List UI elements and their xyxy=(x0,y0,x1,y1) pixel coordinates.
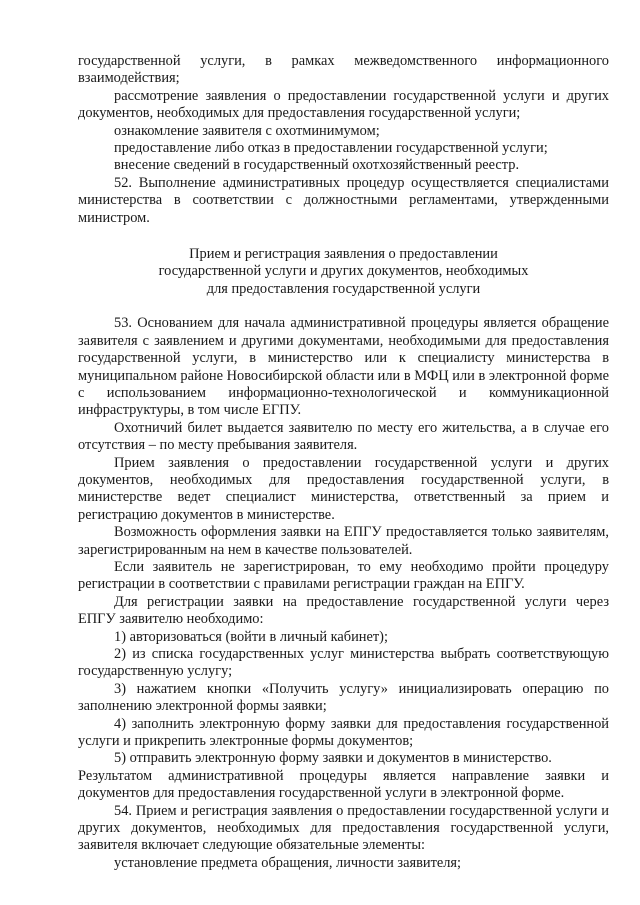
paragraph: установление предмета обращения, личности заявителя; xyxy=(114,854,462,871)
paragraph: Охотничий билет выдается заявителю по месту его жительства, а в случае его отсутствия – по месту пребывания заявителя. xyxy=(78,419,609,454)
paragraph: Для регистрации заявки на предоставление государственной услуги через ЕПГУ заявителю необходимо: xyxy=(78,593,609,628)
paragraph: 53. Основанием для начала административной процедуры является обращение заявителя с заявлением и другими документами, необходимыми для предоставления государственной услуги, в министерство или к специалисту министерства в муниципальном районе Новосибирской области или в МФЦ или в электронной форме с использованием информационно-технологической и коммуникационной инфраструктуры, в том числе ЕГПУ. xyxy=(78,315,609,419)
heading-line: государственной услуги и других документов, необходимых xyxy=(158,263,529,280)
paragraph: 54. Прием и регистрация заявления о предоставлении государственной услуги и других документов, необходимых для предоставления государственной услуги, заявителя включает следующие обязательные элементы: xyxy=(78,802,609,854)
list-item: 3) нажатием кнопки «Получить услугу» инициализировать операцию по заполнению электронной формы заявки; xyxy=(78,680,609,715)
paragraph: Результатом административной процедуры является направление заявки и документов для предоставления государственной услуги в электронной форме. xyxy=(78,767,609,802)
heading-line: для предоставления государственной услуги xyxy=(206,280,481,297)
list-item: 1) авторизоваться (войти в личный кабинет); xyxy=(114,628,388,645)
list-item: 5) отправить электронную форму заявки и документов в министерство. xyxy=(114,750,552,767)
paragraph: Возможность оформления заявки на ЕПГУ предоставляется только заявителям, зарегистрированным на нем в качестве пользователей. xyxy=(78,524,609,558)
paragraph: 52. Выполнение административных процедур осуществляется специалистами министерства в соответствии с должностными регламентами, утвержденными министром. xyxy=(78,174,609,226)
top-section xyxy=(78,53,609,227)
list-item: 2) из списка государственных услуг министерства выбрать соответствующую государственную услугу; xyxy=(78,646,609,680)
body-section xyxy=(78,315,609,872)
paragraph: рассмотрение заявления о предоставлении государственной услуги и других документов, необходимых для предоставления государственной услуги; xyxy=(78,87,609,122)
paragraph: ознакомление заявителя с охотминимумом; xyxy=(114,122,380,139)
paragraph: внесение сведений в государственный охотхозяйственный реестр. xyxy=(114,157,520,174)
paragraph: предоставление либо отказ в предоставлении государственной услуги; xyxy=(114,140,548,157)
paragraph: Прием заявления о предоставлении государственной услуги и других документов, необходимых для предоставления государственной услуги, в министерстве ведет специалист министерства, ответственный за прием и регистрацию документов в министерстве. xyxy=(78,454,609,523)
list-item: 4) заполнить электронную форму заявки для предоставления государственной услуги и прикрепить электронные формы документов; xyxy=(78,715,609,750)
page-content xyxy=(78,53,609,872)
section-heading xyxy=(78,246,609,298)
paragraph: Если заявитель не зарегистрирован, то ему необходимо пройти процедуру регистрации в соответствии с правилами регистрации граждан на ЕПГУ. xyxy=(78,558,609,593)
heading-line: Прием и регистрация заявления о предоставлении xyxy=(189,246,498,263)
paragraph: государственной услуги, в рамках межведомственного информационного взаимодействия; xyxy=(78,53,609,87)
